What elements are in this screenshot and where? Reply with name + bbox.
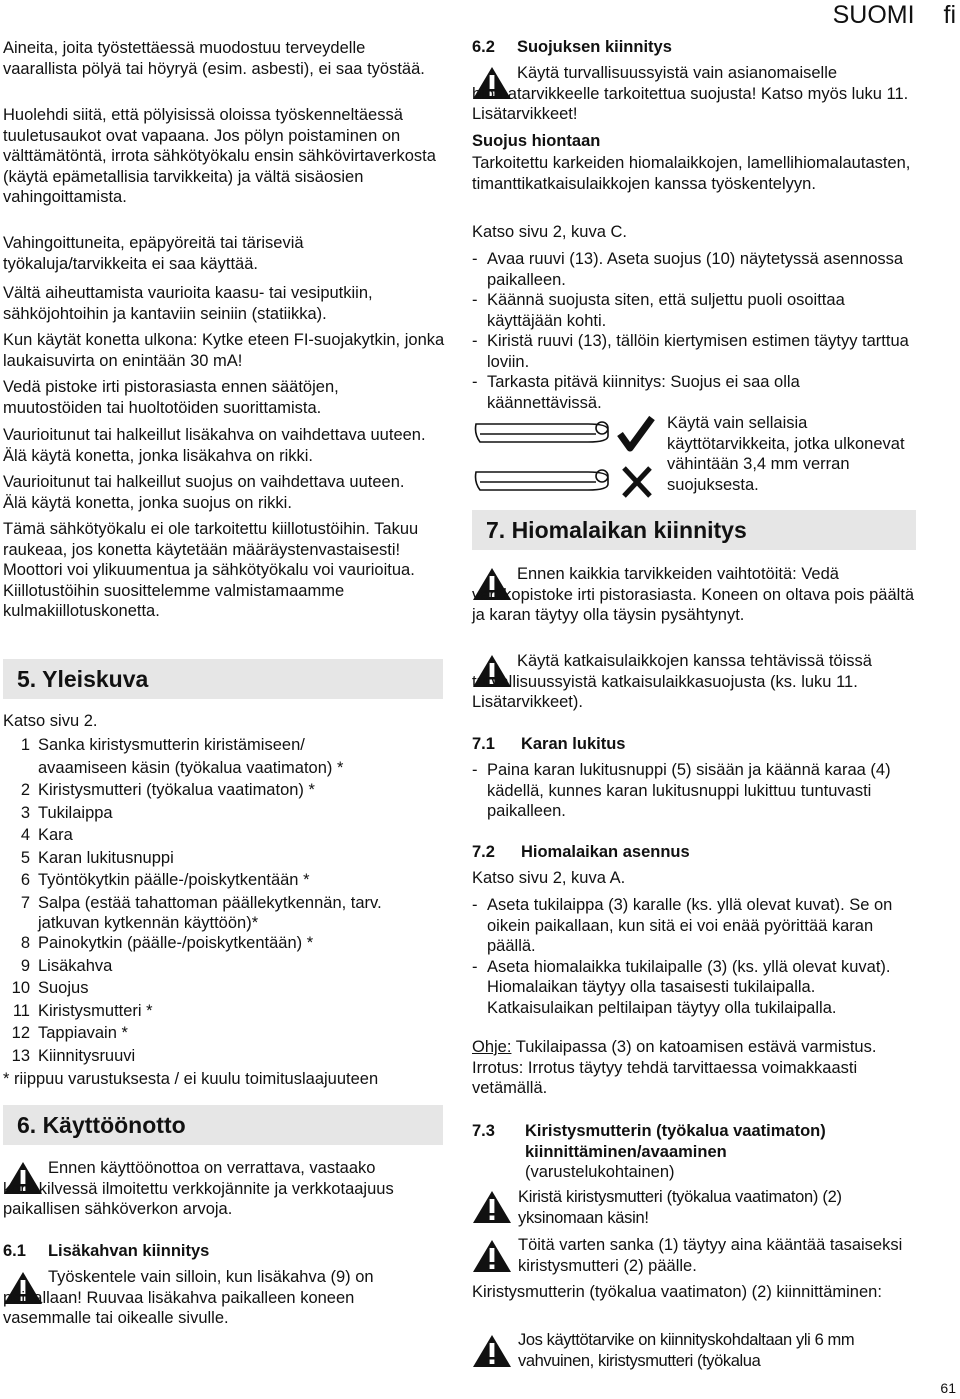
- list-item: - Paina karan lukitusnuppi (5) sisään ja käännä karaa (4) kädellä, kunnes karan lukitusnuppi lukittuu tuntuvasti paikalleen.: [472, 761, 891, 820]
- list-item: - Kiristä ruuvi (13), tällöin kiertymisen estimen täytyy tarttua loviin.: [472, 332, 909, 371]
- figure-note: Käytä vain sellaisia käyttötarvikkeita, jotka ulkonevat vähintään 3,4 mm verran suojuksesta.: [667, 414, 905, 494]
- paragraph: Kiristysmutterin (työkalua vaatimaton) (2) kiinnittäminen:: [472, 1283, 882, 1301]
- list-item: 2 Kiristysmutteri (työkalua vaatimaton) *: [20, 781, 315, 799]
- list-item: 8 Painokytkin (päälle-/poiskytkentään) *: [20, 934, 314, 952]
- list-item: - Avaa ruuvi (13). Aseta suojus (10) näytetyssä asennossa paikalleen.: [472, 250, 904, 289]
- parts-list: [3, 734, 463, 1067]
- language-label: SUOMI: [832, 1, 915, 29]
- disc-protrusion-figure: [468, 412, 658, 504]
- paragraph: Vaurioitunut tai halkeillut lisäkahva on vaihdettava uuteen. Älä käytä konetta, jonka lisäkahva on rikki.: [3, 426, 426, 465]
- warning-text: Kiristä kiristysmutteri (työkalua vaatimaton) (2) yksinomaan käsin!: [518, 1188, 842, 1227]
- steps-list: [472, 249, 912, 413]
- warning-icon: [472, 1333, 512, 1369]
- section-heading-6: 6. Käyttöönotto: [3, 1105, 443, 1145]
- suojus-heading: Suojus hiontaan: [472, 132, 601, 150]
- list-item: - Aseta tukilaippa (3) karalle (ks. yllä olevat kuvat). Se on oikein paikallaan, kun sitä ei voi enää pyörittää karan päällä.: [472, 896, 893, 955]
- list-item: 12 Tappiavain *: [11, 1024, 128, 1042]
- note-label: Ohje:: [472, 1038, 512, 1056]
- warning-text: Työskentele vain silloin, kun lisäkahva (9) on paikallaan! Ruuvaa lisäkahva paikalleen koneen vasemmalle tai oikealle sivulle.: [3, 1268, 374, 1327]
- paragraph: Aineita, joita työstettäessä muodostuu terveydelle vaarallista pölyä tai höyryä (esim. asbesti), ei saa työstää.: [3, 39, 425, 78]
- warning-text: Ennen kaikkia tarvikkeiden vaihtotöitä: Vedä verkkopistoke irti pistorasiasta. Koneen on oltava pois päältä ja karan täytyy olla täysin pysähtynyt.: [472, 565, 915, 624]
- subheading-7-2: 7.2 Hiomalaikan asennus: [472, 843, 690, 861]
- list-item: 7 Salpa (estää tahattoman päällekytkennän, tarv. jatkuvan kytkennän käyttöön)*: [20, 893, 382, 932]
- paragraph: Vedä pistoke irti pistorasiasta ennen säätöjen, muutostöiden tai huoltotöiden suorittamista.: [3, 378, 339, 417]
- list-item: 4 Kara: [20, 826, 73, 844]
- subheading-7-3: 7.3: [472, 1122, 495, 1140]
- subheading-6-1: 6.1 Lisäkahvan kiinnitys: [3, 1242, 210, 1260]
- see-page: Katso sivu 2, kuva A.: [472, 869, 626, 887]
- paragraph: Vaurioitunut tai halkeillut suojus on vaihdettava uuteen. Älä käytä konetta, jonka suojus on rikki.: [3, 473, 405, 512]
- warning-icon: [472, 1189, 512, 1225]
- warning-text: Töitä varten sanka (1) täytyy aina kääntää tasaiseksi kiristysmutteri (2) päälle.: [518, 1236, 903, 1275]
- warning-text: Käytä turvallisuussyistä vain asianomaiselle hiomatarvikkeelle tarkoitettua suojusta! Katso myös luku 11. Lisätarvikkeet!: [472, 64, 909, 123]
- see-page: Katso sivu 2, kuva C.: [472, 223, 627, 241]
- warning-text: Käytä katkaisulaikkojen kanssa tehtävissä töissä turvallisuussyistä katkaisulaikkasuojusta (ks. luku 11. Lisätarvikkeet).: [472, 652, 872, 711]
- paragraph: Tämä sähkötyökalu ei ole tarkoitettu kiillotustöihin. Takuu raukeaa, jos konetta käytetään määräystenvastaisesti! Moottori voi ylikuumentua ja sähkötyökalu voi vaurioitua. Kiillotustöihin suosittelemme valmistamaamme kulmakiillotuskonetta.: [3, 520, 419, 620]
- warning-icon: [472, 1238, 512, 1274]
- paragraph: Tarkoitettu karkeiden hiomalaikkojen, lamellihiomalautasten, timanttikatkaisulaikkojen kanssa työskentelyyn.: [472, 154, 911, 193]
- list-item: 3 Tukilaippa: [20, 803, 113, 822]
- page-number: 61: [940, 1380, 956, 1396]
- subheading-7-1: 7.1 Karan lukitus: [472, 735, 626, 753]
- list-item: 6 Työntökytkin päälle-/poiskytkentään *: [20, 871, 310, 889]
- section-heading-7: 7. Hiomalaikan kiinnitys: [472, 510, 916, 550]
- list-item: - Aseta hiomalaikka tukilaipalle (3) (ks. yllä olevat kuvat). Hiomalaikan täytyy olla tasaisesti tukilaipalla. Katkaisulaikan peltilaipan täytyy olla tukilaipalla.: [472, 957, 891, 1017]
- paragraph: Huolehdi siitä, että pölyisissä oloissa työskenneltäessä tuuletusaukot ovat vapaana. Jos pölyn poistaminen on välttämätöntä, irrota sähkötyökalu ensin sähkövirtaverkosta (käytä epämetallisia tarvikkeita) ja vältä sisäosien vahingoittamista.: [3, 106, 436, 206]
- steps-list: [472, 760, 902, 822]
- language-code: fi: [943, 1, 956, 29]
- list-item: 11 Kiristysmutteri *: [12, 1001, 153, 1020]
- list-item: - Käännä suojusta siten, että suljettu puoli osoittaa käyttäjään kohti.: [472, 291, 845, 330]
- check-icon: [620, 418, 652, 448]
- subheading-7-3-text: Kiristysmutterin (työkalua vaatimaton) kiinnittäminen/avaaminen (varustelukohtainen): [525, 1122, 826, 1181]
- note-paragraph: Ohje: Tukilaipassa (3) on katoamisen estävä varmistus. Irrotus: Irrotus täytyy tehdä tarvittaessa voimakkaasti vetämällä.: [472, 1038, 877, 1097]
- list-item: 13 Kiinnitysruuvi: [11, 1046, 136, 1065]
- footnote: * riippuu varustuksesta / ei kuulu toimituslaajuuteen: [3, 1070, 379, 1088]
- list-item: 10 Suojus: [11, 979, 89, 997]
- cross-icon: [624, 468, 650, 496]
- page-header: [833, 0, 956, 30]
- warning-text: Ennen käyttöönottoa on verrattava, vastaako konekilvessä ilmoitettu verkkojännite ja verkkotaajuus paikallisen sähköverkon arvoja.: [3, 1159, 394, 1218]
- list-item: 1 Sanka kiristysmutterin kiristämiseen/ avaamiseen käsin (työkalua vaatimaton) *: [20, 736, 344, 777]
- list-item: 5 Karan lukitusnuppi: [20, 848, 174, 867]
- paragraph: Vahingoittuneita, epäpyöreitä tai täriseviä työkaluja/tarvikkeita ei saa käyttää.: [3, 234, 304, 273]
- warning-text: Jos käyttötarvike on kiinnityskohdaltaan yli 6 mm vahvuinen, kiristysmutteri (työkalua: [518, 1331, 855, 1370]
- steps-list: [472, 895, 922, 1018]
- list-item: - Tarkasta pitävä kiinnitys: Suojus ei saa olla käännettävissä.: [472, 373, 800, 412]
- see-page: Katso sivu 2.: [3, 712, 98, 730]
- section-heading-5: 5. Yleiskuva: [3, 659, 443, 699]
- paragraph: Kun käytät konetta ulkona: Kytke eteen FI-suojakytkin, jonka laukaisuvirta on enintään 30 mA!: [3, 331, 445, 370]
- list-item: 9 Lisäkahva: [20, 956, 113, 975]
- paragraph: Vältä aiheuttamista vaurioita kaasu- tai vesiputkiin, sähköjohtoihin ja kantaviin seiniin (statiikka).: [3, 284, 373, 323]
- subheading-6-2: 6.2 Suojuksen kiinnitys: [472, 38, 672, 56]
